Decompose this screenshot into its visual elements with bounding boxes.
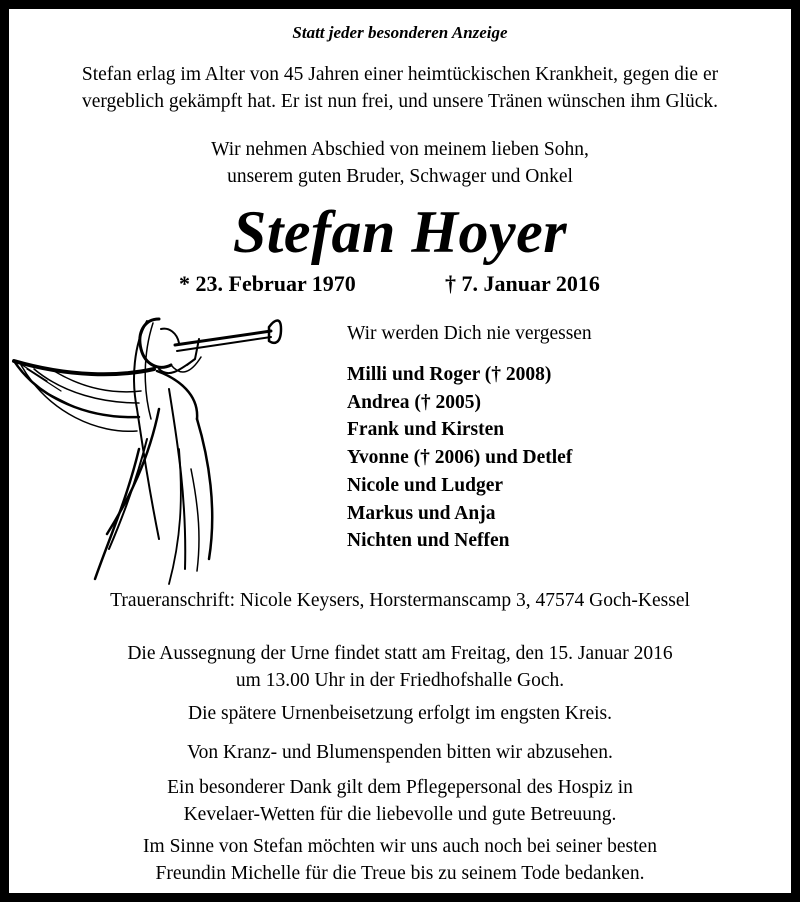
friend-note	[9, 833, 791, 887]
thanks-line: Kevelaer-Wetten für die liebevolle und gute Betreuung.	[183, 804, 617, 825]
farewell-text	[9, 136, 791, 190]
friend-line: Im Sinne von Stefan möchten wir uns auch noch bei seiner besten	[143, 836, 657, 857]
intro-line: vergeblich gekämpft hat. Er ist nun frei, und unsere Tränen wünschen ihm Glück.	[82, 91, 718, 112]
angel-trumpet-icon	[9, 299, 309, 589]
service-line: Die Aussegnung der Urne findet statt am Freitag, den 15. Januar 2016	[127, 643, 673, 664]
never-forget-line: Wir werden Dich nie vergessen	[347, 323, 592, 344]
intro-line: Stefan erlag im Alter von 45 Jahren einer heimtückischen Krankheit, gegen die er	[81, 64, 719, 85]
service-info	[9, 640, 791, 694]
deceased-name: Stefan Hoyer	[232, 199, 568, 265]
farewell-line: Wir nehmen Abschied von meinem lieben Sohn,	[211, 139, 589, 160]
family-member: Markus und Anja	[347, 502, 496, 524]
birth-date: * 23. Februar 1970	[179, 271, 356, 296]
friend-line: Freundin Michelle für die Treue bis zu seinem Tode bedanken.	[155, 863, 645, 884]
family-member: Milli und Roger († 2008)	[347, 364, 552, 385]
family-member: Yvonne († 2006) und Detlef	[347, 447, 573, 469]
notice-header: Statt jeder besonderen Anzeige	[292, 23, 508, 42]
intro-text	[9, 61, 791, 115]
family-list	[347, 361, 572, 555]
farewell-line: unserem guten Bruder, Schwager und Onkel	[227, 166, 573, 187]
mourning-address: Traueranschrift: Nicole Keysers, Horstermanscamp 3, 47574 Goch-Kessel	[110, 590, 690, 611]
flowers-note: Von Kranz- und Blumenspenden bitten wir abzusehen.	[187, 742, 613, 763]
death-date: † 7. Januar 2016	[445, 271, 600, 296]
family-member: Nicole und Ludger	[347, 474, 504, 496]
burial-note: Die spätere Urnenbeisetzung erfolgt im engsten Kreis.	[188, 703, 612, 724]
family-member: Frank und Kirsten	[347, 419, 505, 441]
service-line: um 13.00 Uhr in der Friedhofshalle Goch.	[235, 670, 565, 691]
family-member: Andrea († 2005)	[347, 391, 481, 413]
family-member: Nichten und Neffen	[347, 530, 510, 552]
thanks-line: Ein besonderer Dank gilt dem Pflegepersonal des Hospiz in	[167, 777, 633, 798]
thanks-note	[9, 774, 791, 828]
